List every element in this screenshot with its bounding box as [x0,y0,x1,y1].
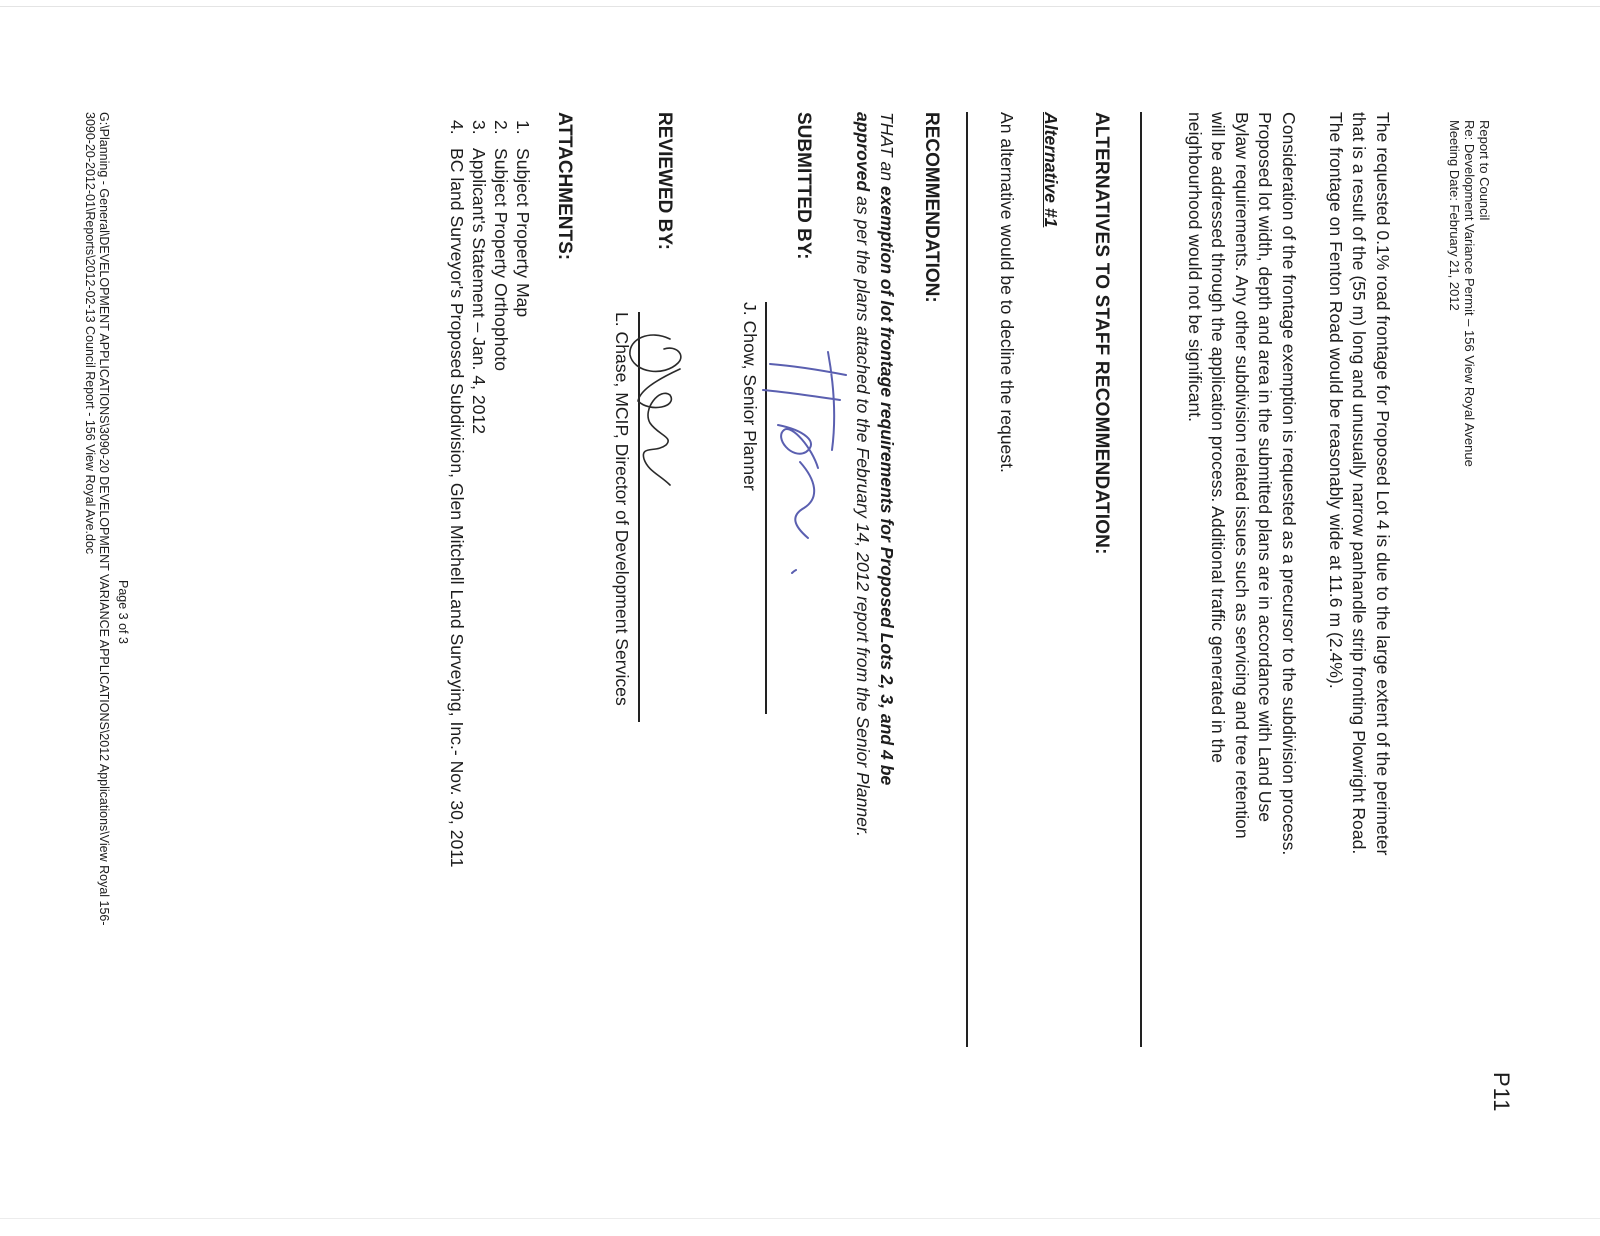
paragraph-line: The frontage on Fenton Road would be reasonably wide at 11.6 m (2.4%). [1325,112,1346,689]
paragraph-line: neighbourhood would not be significant. [1184,112,1205,423]
recommendation-lead: THAT an [877,112,897,186]
page-number: Page 3 of 3 [116,580,130,644]
paragraph-line: Proposed lot width, depth and area in the submitted plans are in accordance with Land Use [1255,112,1276,823]
attachments-heading: ATTACHMENTS: [554,112,575,261]
signature-chase [620,325,700,495]
paragraph-consideration [1182,112,1300,855]
paragraph-line: The requested 0.1% road frontage for Proposed Lot 4 is due to the large extent of the perimeter [1373,112,1393,856]
recommendation-bold-2: approved [853,112,874,192]
paragraph-line: that is a result of the (55 m) long and unusually narrow panhandle strip fronting Plowright Road. [1349,112,1370,855]
list-item: 4.BC land Surveyor's Proposed Subdivision, Glen Mitchell Land Surveying, Inc.- Nov. 30, 2011 [447,120,467,868]
page-tag: P11 [1489,1072,1514,1113]
recommendation-bold-1: exemption of lot frontage requirements for Proposed Lots 2, 3, and 4 be [877,185,897,786]
header-line-3: Meeting Date: February 21, 2012 [1447,120,1462,311]
submitted-by-name: J. Chow, Senior Planner [740,302,760,491]
section-divider [967,112,969,1047]
alternative-1-heading: Alternative #1 [1041,112,1061,228]
reviewed-by-heading: REVIEWED BY: [654,112,675,250]
alternatives-heading: ALTERNATIVES TO STAFF RECOMMENDATION: [1091,112,1112,555]
header-line-2: Re: Development Variance Permit – 156 View Royal Avenue [1462,120,1477,467]
signature-chow [758,330,858,580]
file-path: G:\Planning - General\DEVELOPMENT APPLICATIONS\3090-20 DEVELOPMENT VARIANCE APPLICATIONS\2012 Applications\View Royal 156- 3090-20-2012-01\Reports\2012-02-13 Council Report - 156 View Royal Ave.doc [83,112,111,926]
paragraph-line: Bylaw requirements. Any other subdivision related issues such as servicing and tree retention [1231,112,1252,839]
submitted-by-heading: SUBMITTED BY: [793,112,814,260]
reviewed-by-name: L. Chase, MCIP, Director of Development Services [612,312,632,706]
section-divider [1141,112,1143,1047]
list-item: 3.Applicant's Statement – Jan. 4, 2012 [469,120,489,435]
paragraph-line: will be addressed through the application process. Additional traffic generated in the [1208,112,1229,764]
paragraph-line: Consideration of the frontage exemption is requested as a precursor to the subdivision process. [1279,112,1299,856]
recommendation-heading: RECOMMENDATION: [921,112,942,303]
header-line-1: Report to Council [1477,120,1492,221]
list-item: 1.Subject Property Map [513,120,533,318]
alternative-1-text: An alternative would be to decline the request. [997,112,1017,473]
report-header [1447,120,1492,467]
paragraph-frontage [1323,112,1394,855]
attachments-list [446,112,534,868]
recommendation-rest: as per the plans attached to the February 14, 2012 report from the Senior Planner. [853,191,874,838]
list-item: 2.Subject Property Orthophoto [491,120,511,371]
